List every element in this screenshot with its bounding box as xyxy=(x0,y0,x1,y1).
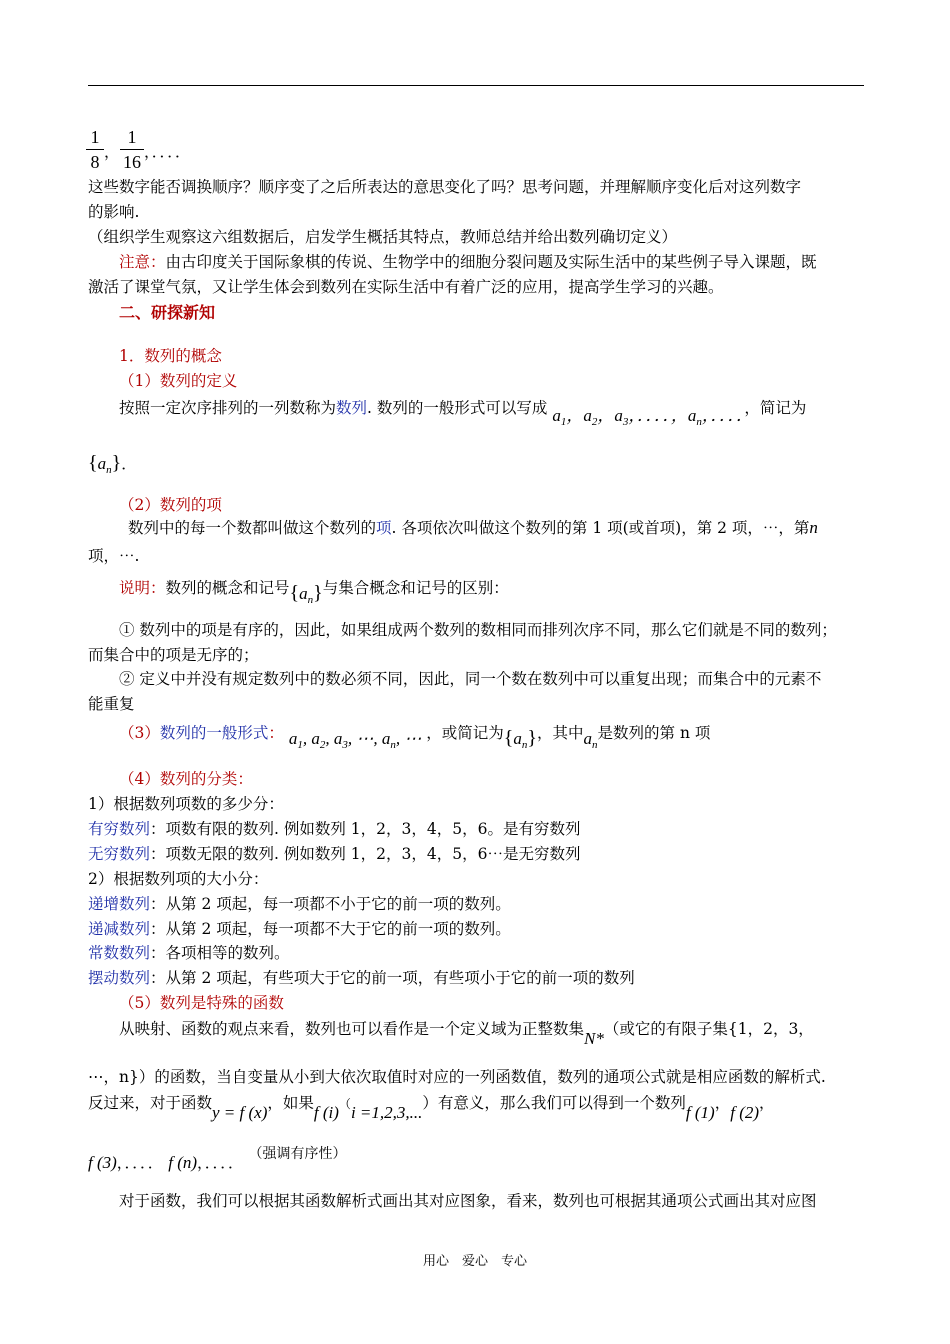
finite-line: 有穷数列：项数有限的数列. 例如数列 1，2，3，4，5，6。是有穷数列 xyxy=(88,820,581,838)
definition-line: 按照一定次序排列的一列数称为数列. 数列的一般形式可以写成 $a_1$，$a_2$，$a_3$，．．．．，$a_n$，．．．．，简记为 xyxy=(119,399,807,428)
header-rule xyxy=(88,85,864,86)
term-heading: （2）数列的项 xyxy=(119,496,222,514)
concept-heading: 1．数列的概念 xyxy=(119,347,222,365)
decreasing-line: 递减数列：从第 2 项起，每一项都不大于它的前一项的数列。 xyxy=(88,920,511,938)
classification-heading: （4）数列的分类： xyxy=(119,770,253,788)
remark-label: 说明： xyxy=(119,579,166,597)
remark-line: 说明：数列的概念和记号$\{a_n\}$与集合概念和记号的区别： xyxy=(119,579,509,606)
fraction-tail: ，．．．． xyxy=(144,143,191,161)
emphasis-note: （强调有序性） xyxy=(248,1146,347,1162)
section-title: 二、研探新知 xyxy=(119,303,216,322)
general-form-expr: $a_1$, $a_2$, $a_3$, ⋯, $a_n$, ⋯ xyxy=(288,729,422,751)
intro-line-1: 这些数字能否调换顺序？顺序变了之后所表达的意思变化了吗？思考问题，并理解顺序变化后对这列数字 xyxy=(88,178,802,196)
definition-notation: $\{a_n\}$． xyxy=(88,452,137,476)
term-line-1: 数列中的每一个数都叫做这个数列的项. 各项依次叫做这个数列的第 1 项(或首项)，第 2 项，⋯，第n xyxy=(128,518,818,537)
graph-line: 对于函数，我们可以根据其函数解析式画出其对应图象，看来，数列也可根据其通项公式画出其对应图 xyxy=(119,1192,817,1210)
constant-line: 常数数列：各项相等的数列。 xyxy=(88,944,290,962)
general-form-line: （3）数列的一般形式： $a_1$, $a_2$, $a_3$, ⋯, $a_n$, ⋯ ，或简记为$\{a_n\}$，其中$a_n$是数列的第 n 项 xyxy=(119,724,711,751)
point-2-line-1: ② 定义中并没有规定数列中的数必须不同，因此，同一个数在数列中可以重复出现；而集合中的元素不 xyxy=(119,670,822,688)
general-form-seq: $a_1$，$a_2$，$a_3$，．．．．，$a_n$，．．．． xyxy=(552,406,745,428)
class-1: 1）根据数列项数的多少分： xyxy=(88,795,284,813)
infinite-line: 无穷数列：项数无限的数列. 例如数列 1，2，3，4，5，6⋯是无穷数列 xyxy=(88,845,581,863)
function-heading: （5）数列是特殊的函数 xyxy=(119,994,284,1012)
oscillating-line: 摆动数列：从第 2 项起，有些项大于它的前一项，有些项小于它的前一项的数列 xyxy=(88,969,635,987)
fraction-one-eighth: 1 8 xyxy=(86,126,104,173)
term-line-2: 项，⋯. xyxy=(88,547,140,565)
point-1-line-2: 而集合中的项是无序的； xyxy=(88,646,259,664)
function-line-1: 从映射、函数的观点来看，数列也可以看作是一个定义域为正整数集N*（或它的有限子集{1，2，3， xyxy=(119,1020,814,1048)
term-sequence: 数列 xyxy=(336,399,368,417)
class-2: 2）根据数列项的大小分： xyxy=(88,870,269,888)
function-line-4: f (3)，．．．． f (n)，．．．． （强调有序性） xyxy=(88,1146,347,1172)
note-label: 注意： xyxy=(119,253,166,271)
note-line-1: 注意：由古印度关于国际象棋的传说、生物学中的细胞分裂问题及实际生活中的某些例子导入课题，既 xyxy=(119,253,817,271)
point-1-line-1: ① 数列中的项是有序的，因此，如果组成两个数列的数相同而排列次序不同，那么它们就是不同的数列； xyxy=(119,621,837,639)
page-footer: 用心 爱心 专心 xyxy=(422,1254,527,1269)
function-line-2: ⋯，n}）的函数，当自变量从小到大依次取值时对应的一列函数值，数列的通项公式就是相应函数的解析式. xyxy=(88,1068,826,1086)
increasing-line: 递增数列：从第 2 项起，每一项都不小于它的前一项的数列。 xyxy=(88,895,511,913)
function-line-3: 反过来，对于函数y = f (x)，如果f (i)（i =1,2,3,...）有意义，那么我们可以得到一个数列f (1)，f (2)， xyxy=(88,1094,775,1122)
term-item: 项 xyxy=(376,519,392,537)
fraction-sep: ， xyxy=(104,143,120,161)
fraction-one-sixteenth: 1 16 xyxy=(120,126,144,173)
point-2-line-2: 能重复 xyxy=(88,695,135,713)
intro-line-3: （组织学生观察这六组数据后，启发学生概括其特点，教师总结并给出数列确切定义） xyxy=(88,228,678,246)
intro-line-2: 的影响. xyxy=(88,203,140,221)
note-line-2: 激活了课堂气氛，又让学生体会到数列在实际生活中有着广泛的应用，提高学生学习的兴趣。 xyxy=(88,278,724,296)
definition-heading: （1）数列的定义 xyxy=(119,372,238,390)
